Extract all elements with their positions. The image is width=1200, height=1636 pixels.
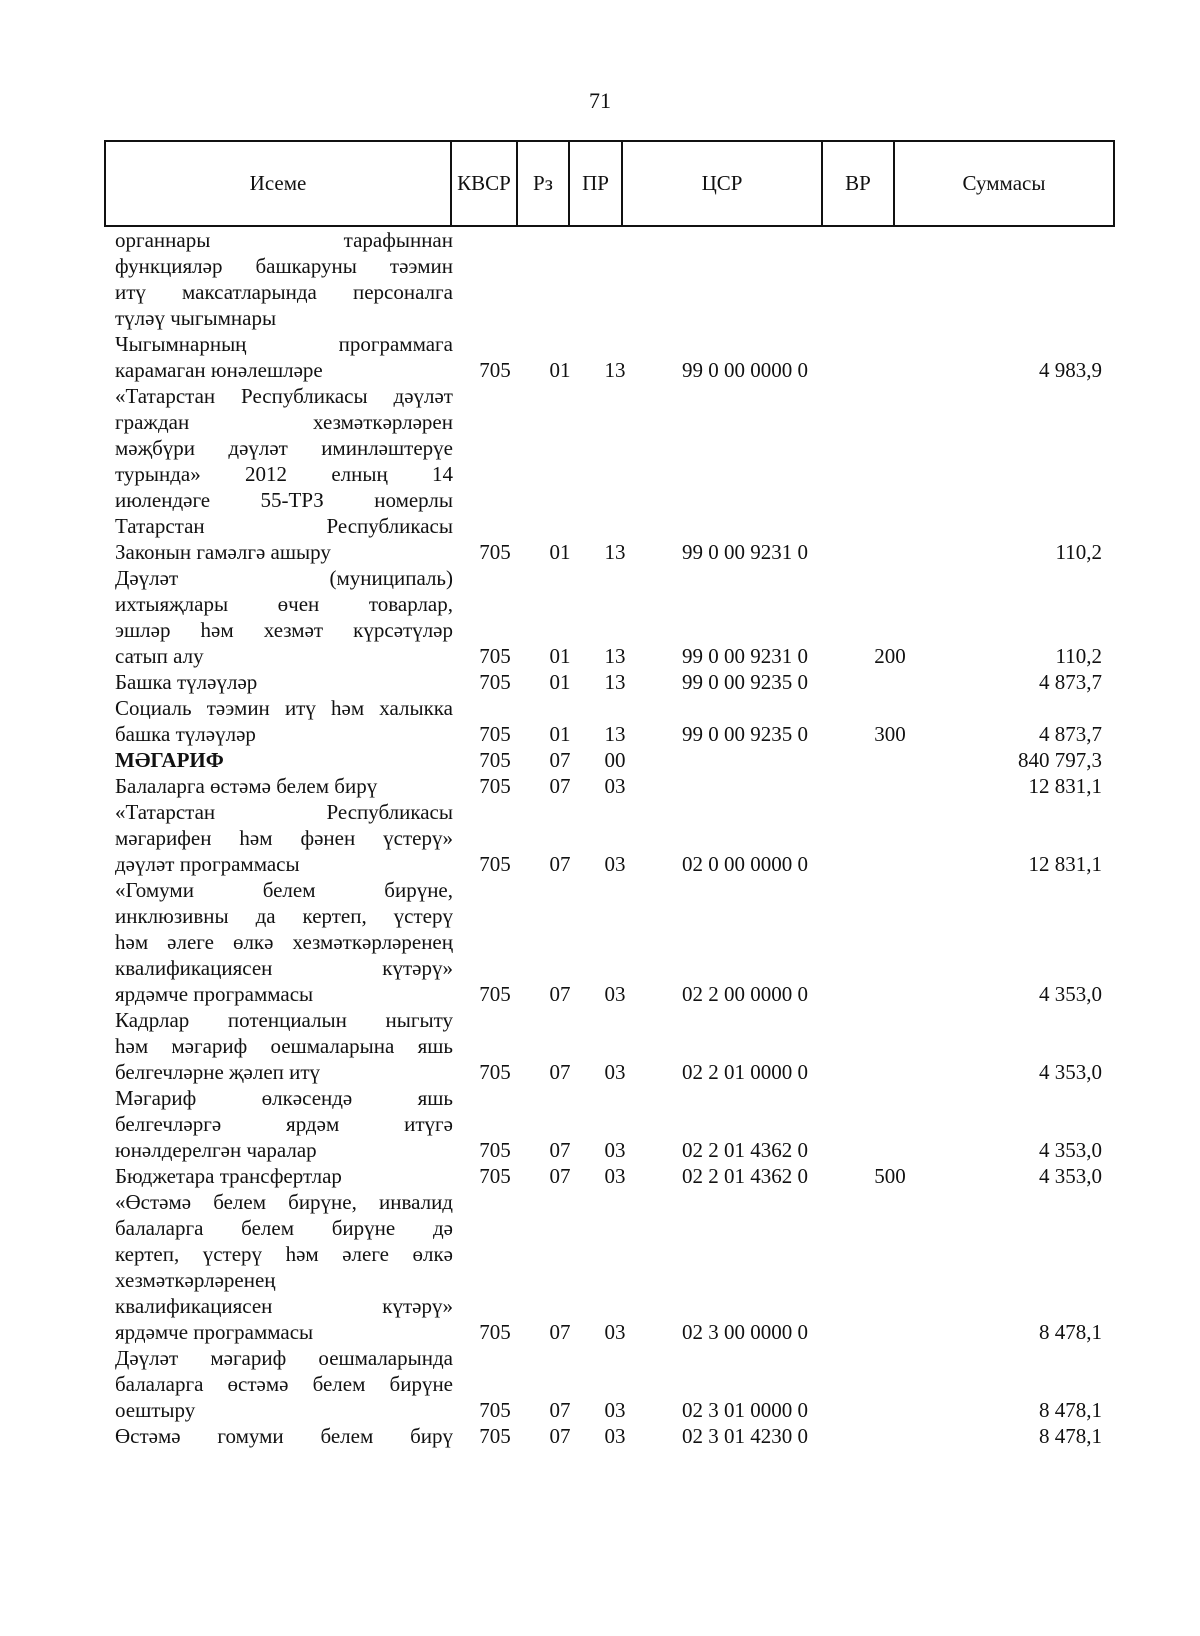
row-sum: 4 353,0: [1039, 1164, 1102, 1188]
row-rz: 01: [549, 540, 571, 564]
table-row: [0, 1007, 1200, 1085]
row-name-line: органнары тарафыннан: [115, 228, 453, 252]
row-name-line: сатып алу: [115, 644, 204, 668]
row-name-line: карамаган юнәлешләре: [115, 358, 323, 382]
row-pr: 03: [604, 774, 626, 798]
row-name-line: «Татарстан Республикасы: [115, 800, 453, 824]
row-name-line: функцияләр башкаруны тәэмин: [115, 254, 453, 278]
row-name-line: июлендәге 55-ТРЗ номерлы: [115, 488, 453, 512]
row-name: [115, 669, 453, 695]
row-rz: 07: [549, 1398, 571, 1422]
row-name: [115, 877, 453, 1007]
table-row: [0, 877, 1200, 1007]
row-name-line: дәүләт программасы: [115, 852, 300, 876]
row-kvsr: 705: [479, 722, 511, 746]
row-kvsr: 705: [479, 982, 511, 1006]
row-kvsr: 705: [479, 1424, 511, 1448]
row-name: [115, 1085, 453, 1163]
column-header-sum: Суммасы: [962, 171, 1046, 195]
table-row: [0, 1423, 1200, 1449]
row-name-line: һәм әлеге өлкә хезмәткәрләренең: [115, 930, 453, 954]
row-name-line: түләү чыгымнары: [115, 306, 277, 330]
table-row: [0, 773, 1200, 799]
table-row: [0, 799, 1200, 877]
row-pr: 03: [604, 1398, 626, 1422]
row-kvsr: 705: [479, 774, 511, 798]
row-sum: 4 873,7: [1039, 722, 1102, 746]
row-kvsr: 705: [479, 1164, 511, 1188]
row-pr: 00: [604, 748, 626, 772]
column-header-vr: ВР: [823, 142, 895, 225]
row-name: [115, 1007, 453, 1085]
row-rz: 07: [549, 1164, 571, 1188]
row-kvsr: 705: [479, 1060, 511, 1084]
row-sum: 12 831,1: [1028, 852, 1102, 876]
row-csr: 02 2 01 4362 0: [682, 1164, 808, 1188]
row-kvsr: 705: [479, 644, 511, 668]
table-row: [0, 669, 1200, 695]
row-name-line: граждан хезмәткәрләрен: [115, 410, 453, 434]
row-sum: 8 478,1: [1039, 1320, 1102, 1344]
page-number: 71: [589, 88, 611, 113]
row-name-line: белгечләргә ярдәм итүгә: [115, 1112, 453, 1136]
row-pr: 03: [604, 1138, 626, 1162]
row-name-line: хезмәткәрләренең: [115, 1268, 276, 1292]
row-kvsr: 705: [479, 670, 511, 694]
column-header-rz: Рз: [518, 142, 570, 225]
row-rz: 07: [549, 982, 571, 1006]
column-header-name: Исеме: [106, 142, 452, 225]
row-pr: 03: [604, 1060, 626, 1084]
row-sum: 4 983,9: [1039, 358, 1102, 382]
row-sum: 8 478,1: [1039, 1398, 1102, 1422]
row-csr: 99 0 00 9231 0: [682, 540, 808, 564]
table-row: [0, 1163, 1200, 1189]
row-name: [115, 773, 453, 799]
row-pr: 03: [604, 1320, 626, 1344]
table-body: [0, 227, 1200, 1449]
row-name: [115, 1345, 453, 1423]
row-pr: 03: [604, 852, 626, 876]
row-csr: 99 0 00 9235 0: [682, 722, 808, 746]
row-kvsr: 705: [479, 358, 511, 382]
row-rz: 07: [549, 1138, 571, 1162]
table-row: [0, 1085, 1200, 1163]
row-name-line: Мәгариф өлкәсендә яшь: [115, 1086, 453, 1110]
row-name-line: Башка түләүләр: [115, 670, 258, 694]
row-pr: 03: [604, 1164, 626, 1188]
column-header-kvsr: КВСР: [452, 142, 518, 225]
row-name-line: итү максатларында персоналга: [115, 280, 453, 304]
row-rz: 01: [549, 358, 571, 382]
row-name-line: квалификациясен күтәрү»: [115, 956, 453, 980]
row-name-line: эшләр һәм хезмәт күрсәтүләр: [115, 618, 453, 642]
row-csr: 02 2 00 0000 0: [682, 982, 808, 1006]
table-row: [0, 383, 1200, 565]
row-rz: 01: [549, 722, 571, 746]
row-name: [115, 695, 453, 747]
row-name: [115, 227, 453, 331]
row-csr: 02 3 01 0000 0: [682, 1398, 808, 1422]
column-header-csr: ЦСР: [623, 142, 823, 225]
table-header: [104, 140, 1115, 227]
row-name-line: Кадрлар потенциалын ныгыту: [115, 1008, 453, 1032]
row-name-line: Өстәмә гомуми белем бирү: [115, 1424, 453, 1448]
row-csr: 99 0 00 0000 0: [682, 358, 808, 382]
row-csr: 02 3 01 4230 0: [682, 1424, 808, 1448]
row-sum: 4 353,0: [1039, 1060, 1102, 1084]
row-name-line: Дәүләт (муниципаль): [115, 566, 453, 590]
row-kvsr: 705: [479, 1138, 511, 1162]
row-kvsr: 705: [479, 540, 511, 564]
row-pr: 13: [604, 358, 626, 382]
row-name-line: ярдәмче программасы: [115, 1320, 314, 1344]
row-name: [115, 331, 453, 383]
row-name-line: Балаларга өстәмә белем бирү: [115, 774, 378, 798]
row-name-line: Татарстан Республикасы: [115, 514, 453, 538]
row-sum: 4 353,0: [1039, 982, 1102, 1006]
row-name-line: башка түләүләр: [115, 722, 256, 746]
row-rz: 07: [549, 852, 571, 876]
row-rz: 07: [549, 748, 571, 772]
row-csr: 99 0 00 9231 0: [682, 644, 808, 668]
row-pr: 13: [604, 644, 626, 668]
row-sum: 110,2: [1055, 540, 1102, 564]
row-vr: 500: [874, 1164, 906, 1188]
column-header-pr: ПР: [570, 142, 623, 225]
row-pr: 03: [604, 982, 626, 1006]
row-name-line: «Гомуми белем бирүне,: [115, 878, 453, 902]
row-rz: 07: [549, 1320, 571, 1344]
row-vr: 200: [874, 644, 906, 668]
row-name: [115, 565, 453, 669]
row-name-line: «Татарстан Республикасы дәүләт: [115, 384, 453, 408]
row-name-line: Дәүләт мәгариф оешмаларында: [115, 1346, 453, 1370]
row-csr: 02 2 01 0000 0: [682, 1060, 808, 1084]
table-row: [0, 227, 1200, 331]
row-name: [115, 799, 453, 877]
row-kvsr: 705: [479, 748, 511, 772]
row-vr: 300: [874, 722, 906, 746]
row-name-line: ихтыяҗлары өчен товарлар,: [115, 592, 453, 616]
row-name: [115, 383, 453, 565]
row-sum: 8 478,1: [1039, 1424, 1102, 1448]
row-name-line: мәгарифен һәм фәнен үстерү»: [115, 826, 453, 850]
row-name-line: балаларга өстәмә белем бирүне: [115, 1372, 453, 1396]
row-name-line: турында» 2012 елның 14: [115, 462, 453, 486]
row-name: [115, 1423, 453, 1449]
row-kvsr: 705: [479, 852, 511, 876]
row-csr: 02 2 01 4362 0: [682, 1138, 808, 1162]
row-rz: 07: [549, 1424, 571, 1448]
row-name: [115, 1163, 453, 1189]
row-csr: 99 0 00 9235 0: [682, 670, 808, 694]
row-name: [115, 1189, 453, 1345]
row-rz: 07: [549, 774, 571, 798]
row-name-line: мәҗбүри дәүләт иминләштерүе: [115, 436, 453, 460]
row-sum: 12 831,1: [1028, 774, 1102, 798]
table-row: [0, 331, 1200, 383]
row-name-line: Чыгымнарның программага: [115, 332, 453, 356]
row-name: [115, 747, 453, 773]
row-name-line: кертеп, үстерү һәм әлеге өлкә: [115, 1242, 453, 1266]
row-pr: 13: [604, 722, 626, 746]
row-rz: 07: [549, 1060, 571, 1084]
row-sum: 4 873,7: [1039, 670, 1102, 694]
table-row: [0, 747, 1200, 773]
row-name-line: квалификациясен күтәрү»: [115, 1294, 453, 1318]
row-kvsr: 705: [479, 1398, 511, 1422]
table-row: [0, 1189, 1200, 1345]
row-name-line: Социаль тәэмин итү һәм халыкка: [115, 696, 453, 720]
row-name-line: инклюзивны да кертеп, үстерү: [115, 904, 453, 928]
table-row: [0, 695, 1200, 747]
row-pr: 03: [604, 1424, 626, 1448]
row-name-line: оештыру: [115, 1398, 196, 1422]
row-kvsr: 705: [479, 1320, 511, 1344]
table-row: [0, 1345, 1200, 1423]
row-pr: 13: [604, 540, 626, 564]
row-pr: 13: [604, 670, 626, 694]
row-name-line: һәм мәгариф оешмаларына яшь: [115, 1034, 453, 1058]
row-name-line: ярдәмче программасы: [115, 982, 314, 1006]
row-name-line: МӘГАРИФ: [115, 748, 224, 772]
row-name-line: балаларга белем бирүне дә: [115, 1216, 453, 1240]
row-sum: 4 353,0: [1039, 1138, 1102, 1162]
row-name-line: Законын гамәлгә ашыру: [115, 540, 331, 564]
row-name-line: белгечләрне җәлеп итү: [115, 1060, 321, 1084]
row-csr: 02 0 00 0000 0: [682, 852, 808, 876]
row-rz: 01: [549, 670, 571, 694]
row-rz: 01: [549, 644, 571, 668]
row-name-line: юнәлдерелгән чаралар: [115, 1138, 317, 1162]
row-sum: 110,2: [1055, 644, 1102, 668]
row-csr: 02 3 00 0000 0: [682, 1320, 808, 1344]
row-sum: 840 797,3: [1018, 748, 1102, 772]
row-name-line: «Өстәмә белем бирүне, инвалид: [115, 1190, 453, 1214]
row-name-line: Бюджетара трансфертлар: [115, 1164, 342, 1188]
table-row: [0, 565, 1200, 669]
